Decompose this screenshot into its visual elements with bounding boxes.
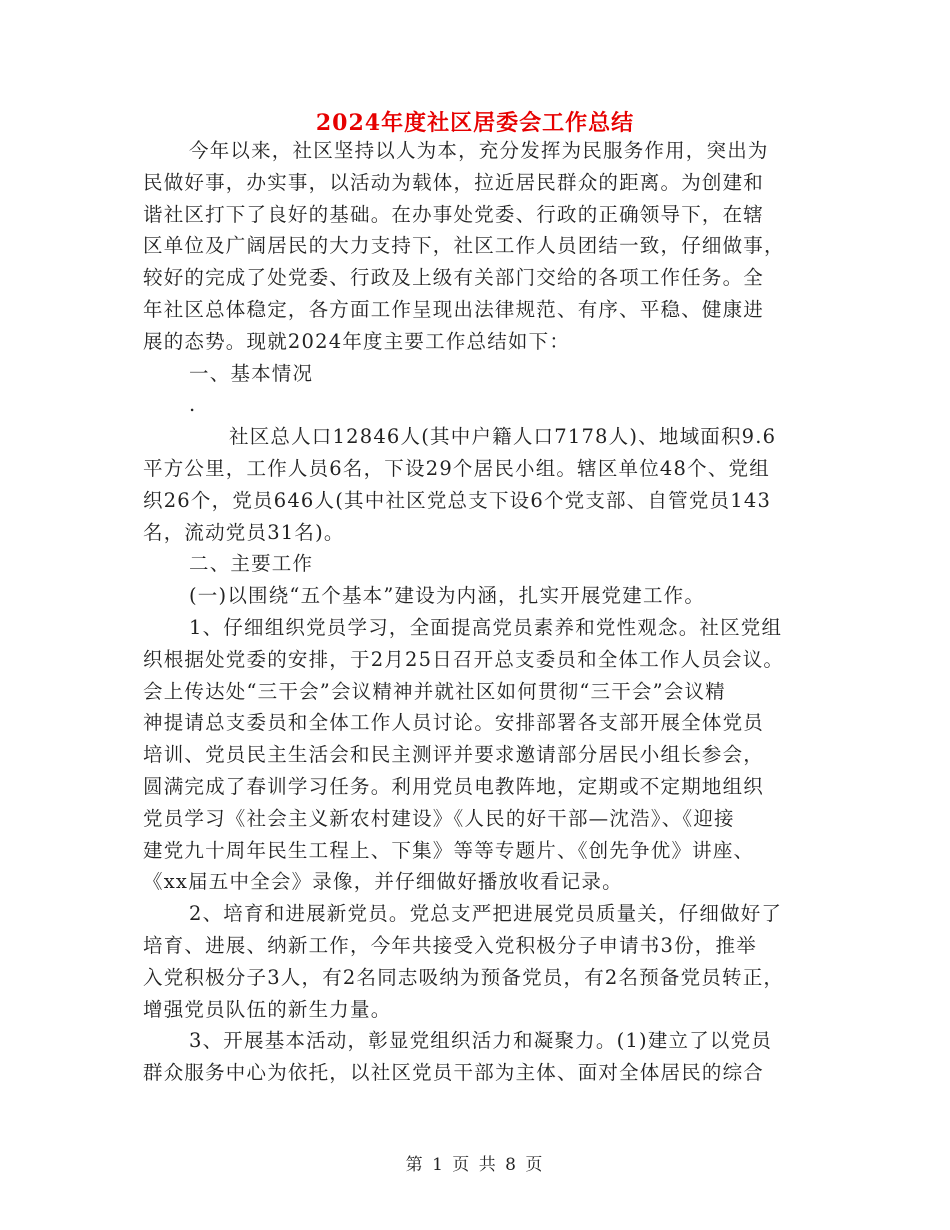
paragraph-line: 圆满完成了春训学习任务。利用党员电教阵地，定期或不定期地组织 [143, 774, 765, 798]
paragraph-line: 会上传达处“三干会”会议精神并就社区如何贯彻“三干会”会议精 [143, 679, 726, 703]
paragraph-line: 织根据处党委的安排，于2月25日召开总支委员和全体工作人员会议。 [143, 647, 785, 671]
paragraph-line: 今年以来，社区坚持以人为本，充分发挥为民服务作用，突出为 [189, 139, 769, 162]
paragraph-line: 社区总人口12846人(其中户籍人口7178人)、地域面积9.6 [229, 425, 777, 449]
paragraph-line: 建党九十周年民生工程上、下集》等等专题片、《创先争优》讲座、 [143, 838, 755, 862]
document-title: 2024年度社区居委会工作总结 [315, 110, 635, 136]
section-heading: 一、基本情况 [189, 361, 314, 385]
paragraph-line: 神提请总支委员和全体工作人员讨论。安排部署各支部开展全体党员 [143, 711, 765, 735]
paragraph-line: 培训、党员民主生活会和民主测评并要求邀请部分居民小组长参会， [143, 743, 765, 767]
paragraph-line: 平方公里，工作人员6名，下设29个居民小组。辖区单位48个、党组 [143, 456, 770, 480]
paragraph-line: 1、仔细组织党员学习，全面提高党员素养和党性观念。社区党组 [189, 615, 783, 639]
paragraph-line: 区单位及广阔居民的大力支持下，社区工作人员团结一致，仔细做事， [143, 234, 785, 258]
paragraph-line: 年社区总体稳定，各方面工作呈现出法律规范、有序、平稳、健康进 [143, 297, 765, 321]
paragraph-line: 谐社区打下了良好的基础。在办事处党委、行政的正确领导下，在辖 [143, 202, 765, 226]
paragraph-line: . [189, 393, 197, 417]
section-heading: 二、主要工作 [189, 552, 314, 576]
paragraph-line: 入党积极分子3人，有2名同志吸纳为预备党员，有2名预备党员转正， [143, 965, 785, 989]
paragraph-line: 增强党员队伍的新生力量。 [143, 997, 392, 1021]
paragraph-line: 党员学习《社会主义新农村建设》《人民的好干部—沈浩》、《迎接 [143, 806, 735, 830]
paragraph-line: 3、开展基本活动，彰显党组织活力和凝聚力。(1)建立了以党员 [189, 1029, 773, 1053]
paragraph-line: 群众服务中心为依托，以社区党员干部为主体、面对全体居民的综合 [143, 1061, 765, 1085]
paragraph-line: 展的态势。现就2024年度主要工作总结如下： [143, 329, 571, 353]
paragraph-line: 较好的完成了处党委、行政及上级有关部门交给的各项工作任务。全 [143, 266, 765, 290]
subsection-heading: (一)以围绕“五个基本”建设为内涵，扎实开展党建工作。 [189, 584, 706, 608]
paragraph-line: 名，流动党员31名)。 [143, 520, 345, 544]
paragraph-line: 《xx届五中全会》录像，并仔细做好播放收看记录。 [143, 870, 623, 894]
paragraph-line: 2、培育和进展新党员。党总支严把进展党员质量关，仔细做好了 [189, 902, 783, 926]
paragraph-line: 民做好事，办实事，以活动为载体，拉近居民群众的距离。为创建和 [143, 170, 765, 194]
page-footer: 第 1 页 共 8 页 [405, 1155, 545, 1175]
paragraph-line: 织26个，党员646人(其中社区党总支下设6个党支部、自管党员143 [143, 488, 772, 512]
document-body [143, 135, 803, 1089]
paragraph-line: 培育、进展、纳新工作，今年共接受入党积极分子申请书3份，推举 [143, 933, 757, 957]
